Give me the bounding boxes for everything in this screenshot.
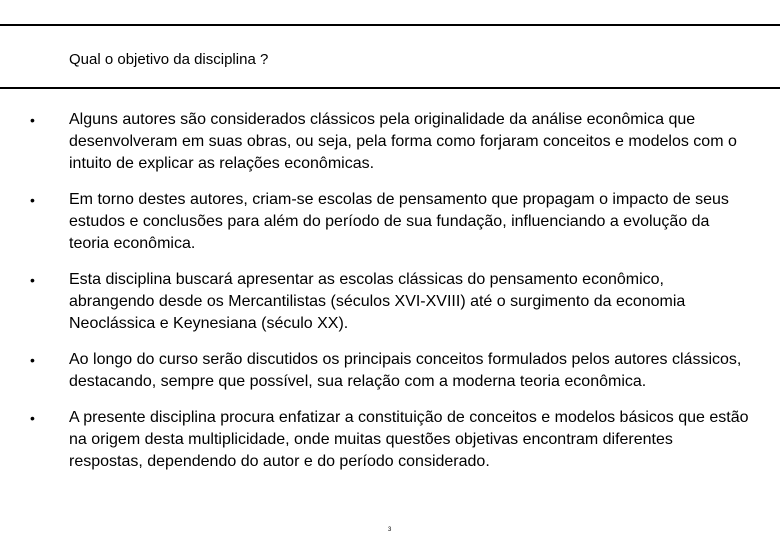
- bullet-item: [30, 407, 770, 473]
- bullet-dot: •: [30, 112, 35, 128]
- bullet-dot: •: [30, 410, 35, 426]
- bullet-item: [30, 189, 770, 255]
- bullet-item: [30, 109, 770, 175]
- bullet-list: [30, 109, 770, 487]
- title-divider: [0, 87, 780, 89]
- bullet-text: Ao longo do curso serão discutidos os principais conceitos formulados pelos autores clássicos, destacando, sempre que possível, sua relação com a moderna teoria econômica.: [69, 351, 742, 390]
- bullet-item: [30, 349, 770, 393]
- bullet-item: [30, 269, 770, 335]
- bullet-dot: •: [30, 352, 35, 368]
- slide-title: Qual o objetivo da disciplina ?: [69, 51, 269, 68]
- bullet-dot: •: [30, 192, 35, 208]
- bullet-text: Alguns autores são considerados clássicos pela originalidade da análise econômica que desenvolveram em suas obras, ou seja, pela forma como forjaram conceitos e modelos com o intuito de explicar as relações econômicas.: [69, 111, 737, 172]
- top-divider: [0, 24, 780, 26]
- bullet-text: Em torno destes autores, criam-se escolas de pensamento que propagam o impacto de seus estudos e conclusões para além do período de sua fundação, influenciando a evolução da teoria econômica.: [69, 191, 729, 252]
- bullet-dot: •: [30, 272, 35, 288]
- bullet-text: Esta disciplina buscará apresentar as escolas clássicas do pensamento econômico, abrangendo desde os Mercantilistas (séculos XVI-XVIII) até o surgimento da economia Neoclássica e Keynesiana (século XX).: [69, 271, 686, 332]
- bullet-text: A presente disciplina procura enfatizar a constituição de conceitos e modelos básicos que estão na origem desta multiplicidade, onde muitas questões objetivas encontram diferentes respostas, dependendo do autor e do período considerado.: [69, 409, 749, 470]
- page-number: 3: [388, 527, 392, 533]
